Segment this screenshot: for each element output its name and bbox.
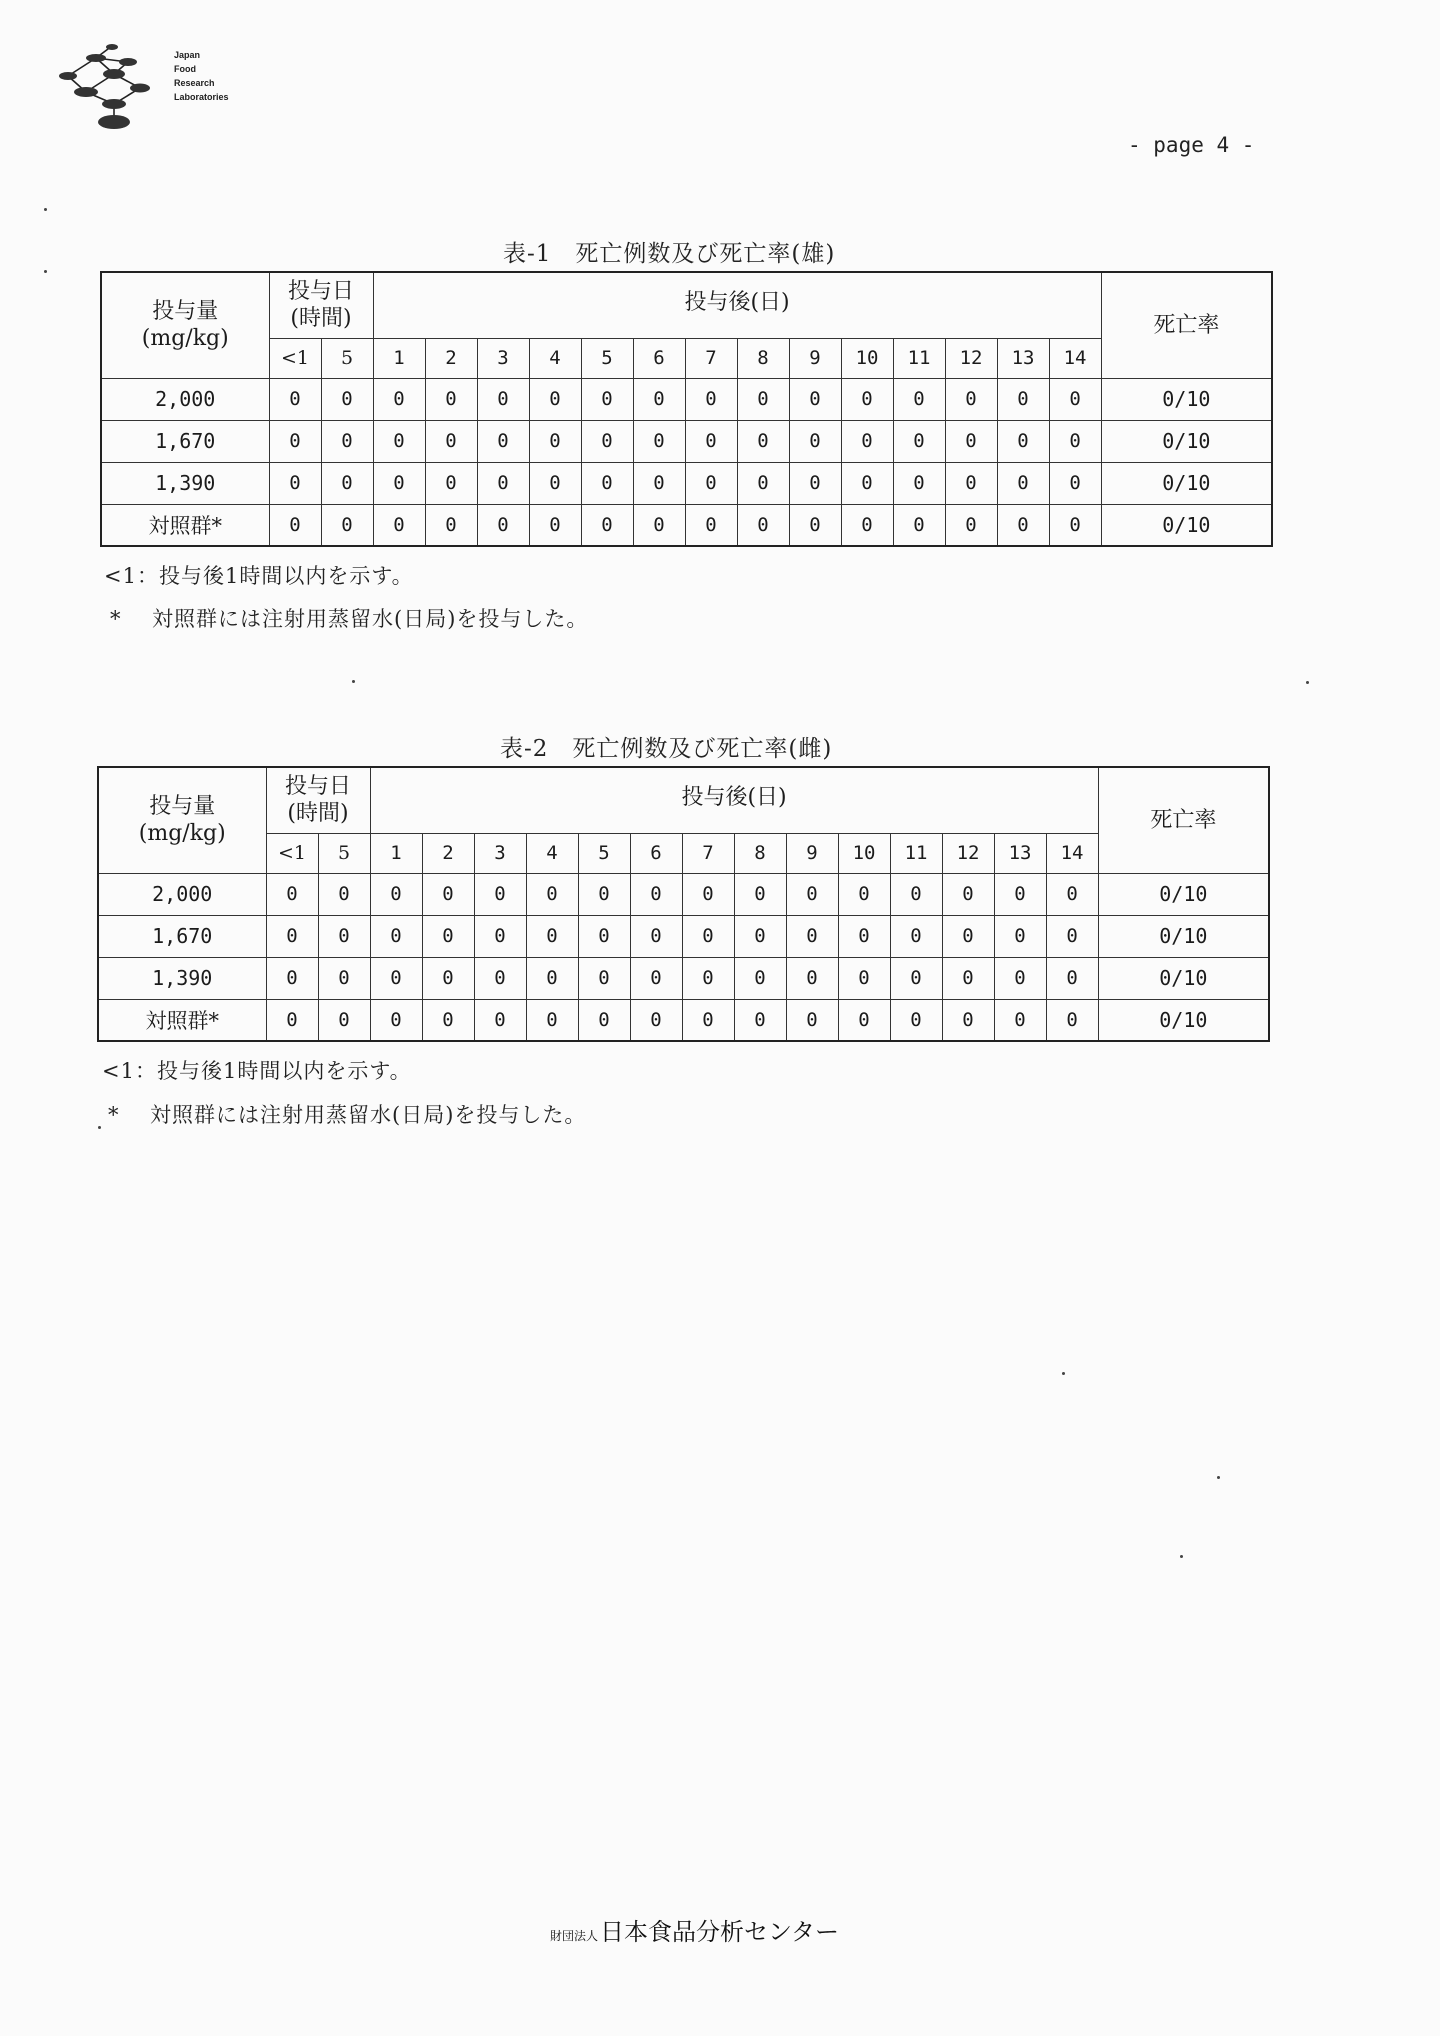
note-text: 対照群には注射用蒸留水(日局)を投与した。 <box>152 607 589 631</box>
death-count-cell: 0 <box>893 462 945 504</box>
death-count-cell: 0 <box>682 915 734 957</box>
mortality-rate-header: 死亡率 <box>1101 272 1272 378</box>
day-header: 11 <box>893 338 945 378</box>
death-count-cell: 0 <box>890 999 942 1041</box>
day-header: 10 <box>838 833 890 873</box>
scan-speck <box>1180 1555 1183 1558</box>
death-count-cell: 0 <box>581 462 633 504</box>
table-note: <1：投与後1時間以内を示す。 <box>104 564 414 588</box>
logo-line: Food <box>174 64 196 74</box>
day-header: 2 <box>422 833 474 873</box>
dose-cell: 対照群* <box>101 504 269 546</box>
death-count-cell: 0 <box>945 378 997 420</box>
day-header: 1 <box>370 833 422 873</box>
mortality-rate-cell: 0/10 <box>1101 378 1272 420</box>
death-count-cell: 0 <box>266 915 318 957</box>
table-caption: 表-2 死亡例数及び死亡率(雌) <box>500 736 833 762</box>
death-count-cell: 0 <box>526 999 578 1041</box>
death-count-cell: 0 <box>633 504 685 546</box>
death-count-cell: 0 <box>578 957 630 999</box>
death-count-cell: 0 <box>477 462 529 504</box>
header-row <box>98 767 1269 833</box>
death-count-cell: 0 <box>318 873 370 915</box>
death-count-cell: 0 <box>630 873 682 915</box>
table-row <box>98 915 1269 957</box>
mortality-rate-header: 死亡率 <box>1098 767 1269 873</box>
dose-cell: 対照群* <box>98 999 266 1041</box>
death-count-cell: 0 <box>1049 420 1101 462</box>
hour-header: <1 <box>269 338 321 378</box>
dose-cell: 2,000 <box>98 873 266 915</box>
death-count-cell: 0 <box>321 378 373 420</box>
death-count-cell: 0 <box>734 999 786 1041</box>
death-count-cell: 0 <box>786 915 838 957</box>
death-count-cell: 0 <box>942 957 994 999</box>
death-count-cell: 0 <box>838 957 890 999</box>
death-count-cell: 0 <box>685 462 737 504</box>
death-count-cell: 0 <box>474 957 526 999</box>
table-row <box>101 378 1272 420</box>
death-count-cell: 0 <box>1046 957 1098 999</box>
death-count-cell: 0 <box>838 873 890 915</box>
death-count-cell: 0 <box>789 378 841 420</box>
death-count-cell: 0 <box>838 915 890 957</box>
note-mark: * <box>110 607 122 631</box>
death-count-cell: 0 <box>425 378 477 420</box>
death-count-cell: 0 <box>685 378 737 420</box>
death-count-cell: 0 <box>373 462 425 504</box>
death-count-cell: 0 <box>477 504 529 546</box>
death-count-cell: 0 <box>841 462 893 504</box>
table-note <box>108 1099 586 1129</box>
death-count-cell: 0 <box>994 873 1046 915</box>
death-count-cell: 0 <box>422 873 474 915</box>
death-count-cell: 0 <box>893 504 945 546</box>
death-count-cell: 0 <box>682 957 734 999</box>
header-row <box>101 272 1272 338</box>
death-count-cell: 0 <box>474 915 526 957</box>
death-count-cell: 0 <box>838 999 890 1041</box>
dose-cell: 1,390 <box>101 462 269 504</box>
after-dosing-header: 投与後(日) <box>370 767 1098 833</box>
death-count-cell: 0 <box>529 378 581 420</box>
death-count-cell: 0 <box>477 420 529 462</box>
death-count-cell: 0 <box>529 420 581 462</box>
death-count-cell: 0 <box>578 873 630 915</box>
death-count-cell: 0 <box>841 378 893 420</box>
mortality-table-male <box>100 271 1273 547</box>
table-row <box>98 957 1269 999</box>
table-row <box>98 999 1269 1041</box>
mortality-rate-cell: 0/10 <box>1101 420 1272 462</box>
logo-text <box>174 48 229 104</box>
death-count-cell: 0 <box>841 504 893 546</box>
death-count-cell: 0 <box>266 957 318 999</box>
mortality-table-female <box>97 766 1270 1042</box>
death-count-cell: 0 <box>526 915 578 957</box>
day-header: 5 <box>578 833 630 873</box>
death-count-cell: 0 <box>945 420 997 462</box>
day-header: 13 <box>997 338 1049 378</box>
death-count-cell: 0 <box>422 957 474 999</box>
death-count-cell: 0 <box>734 873 786 915</box>
death-count-cell: 0 <box>682 873 734 915</box>
death-count-cell: 0 <box>734 957 786 999</box>
footer-org: 日本食品分析センター <box>600 1918 840 1946</box>
death-count-cell: 0 <box>734 915 786 957</box>
dose-cell: 1,390 <box>98 957 266 999</box>
death-count-cell: 0 <box>529 462 581 504</box>
death-count-cell: 0 <box>266 999 318 1041</box>
table-row <box>101 504 1272 546</box>
scan-speck <box>1062 1372 1065 1375</box>
mortality-rate-cell: 0/10 <box>1098 873 1269 915</box>
mortality-rate-cell: 0/10 <box>1101 504 1272 546</box>
death-count-cell: 0 <box>578 915 630 957</box>
death-count-cell: 0 <box>630 915 682 957</box>
death-count-cell: 0 <box>630 957 682 999</box>
death-count-cell: 0 <box>945 462 997 504</box>
note-mark: * <box>108 1103 120 1127</box>
table-row <box>101 420 1272 462</box>
scan-speck <box>1217 1476 1220 1479</box>
hour-header: 5 <box>318 833 370 873</box>
jfrl-logo <box>56 40 246 140</box>
day-header: 9 <box>789 338 841 378</box>
death-count-cell: 0 <box>890 957 942 999</box>
dose-cell: 1,670 <box>101 420 269 462</box>
day-header: 12 <box>945 338 997 378</box>
note-text: 対照群には注射用蒸留水(日局)を投与した。 <box>150 1103 587 1127</box>
after-dosing-header: 投与後(日) <box>373 272 1101 338</box>
mortality-rate-cell: 0/10 <box>1098 999 1269 1041</box>
day-header: 12 <box>942 833 994 873</box>
death-count-cell: 0 <box>321 462 373 504</box>
page-number: - page 4 - <box>1128 133 1255 157</box>
day-header: 7 <box>685 338 737 378</box>
death-count-cell: 0 <box>474 999 526 1041</box>
scan-speck <box>98 1126 101 1129</box>
day0-header: 投与日 (時間) <box>269 272 373 338</box>
organization-footer <box>550 1912 839 1947</box>
day-header: 7 <box>682 833 734 873</box>
death-count-cell: 0 <box>682 999 734 1041</box>
table-note: <1：投与後1時間以内を示す。 <box>102 1059 412 1083</box>
logo-line: Research <box>174 78 215 88</box>
death-count-cell: 0 <box>685 504 737 546</box>
death-count-cell: 0 <box>942 915 994 957</box>
death-count-cell: 0 <box>477 378 529 420</box>
death-count-cell: 0 <box>890 915 942 957</box>
day-header: 8 <box>737 338 789 378</box>
scan-speck <box>352 680 355 683</box>
death-count-cell: 0 <box>685 420 737 462</box>
day-header: 3 <box>477 338 529 378</box>
subheader-row <box>98 833 1269 873</box>
day-header: 14 <box>1049 338 1101 378</box>
death-count-cell: 0 <box>578 999 630 1041</box>
logo-line: Japan <box>174 50 201 60</box>
death-count-cell: 0 <box>789 420 841 462</box>
death-count-cell: 0 <box>370 999 422 1041</box>
scan-speck <box>44 208 47 211</box>
death-count-cell: 0 <box>266 873 318 915</box>
day-header: 11 <box>890 833 942 873</box>
death-count-cell: 0 <box>633 462 685 504</box>
death-count-cell: 0 <box>633 420 685 462</box>
death-count-cell: 0 <box>997 504 1049 546</box>
death-count-cell: 0 <box>893 420 945 462</box>
death-count-cell: 0 <box>373 420 425 462</box>
death-count-cell: 0 <box>321 504 373 546</box>
death-count-cell: 0 <box>633 378 685 420</box>
death-count-cell: 0 <box>370 957 422 999</box>
day-header: 10 <box>841 338 893 378</box>
day-header: 3 <box>474 833 526 873</box>
table-row <box>98 873 1269 915</box>
hour-header: 5 <box>321 338 373 378</box>
death-count-cell: 0 <box>529 504 581 546</box>
dose-cell: 2,000 <box>101 378 269 420</box>
death-count-cell: 0 <box>786 873 838 915</box>
mortality-rate-cell: 0/10 <box>1098 957 1269 999</box>
death-count-cell: 0 <box>630 999 682 1041</box>
death-count-cell: 0 <box>786 999 838 1041</box>
day-header: 8 <box>734 833 786 873</box>
death-count-cell: 0 <box>789 504 841 546</box>
logo-line: Laboratories <box>174 92 229 102</box>
death-count-cell: 0 <box>269 420 321 462</box>
death-count-cell: 0 <box>1049 462 1101 504</box>
day-header: 9 <box>786 833 838 873</box>
death-count-cell: 0 <box>422 915 474 957</box>
death-count-cell: 0 <box>581 504 633 546</box>
death-count-cell: 0 <box>425 462 477 504</box>
death-count-cell: 0 <box>789 462 841 504</box>
death-count-cell: 0 <box>997 462 1049 504</box>
death-count-cell: 0 <box>737 420 789 462</box>
death-count-cell: 0 <box>370 873 422 915</box>
death-count-cell: 0 <box>425 504 477 546</box>
day-header: 2 <box>425 338 477 378</box>
day0-header: 投与日 (時間) <box>266 767 370 833</box>
death-count-cell: 0 <box>893 378 945 420</box>
table-note <box>110 603 588 633</box>
death-count-cell: 0 <box>422 999 474 1041</box>
death-count-cell: 0 <box>321 420 373 462</box>
scan-speck <box>1306 681 1309 684</box>
day-header: 14 <box>1046 833 1098 873</box>
death-count-cell: 0 <box>1046 915 1098 957</box>
death-count-cell: 0 <box>425 420 477 462</box>
death-count-cell: 0 <box>942 999 994 1041</box>
scan-speck <box>44 270 47 273</box>
footer-prefix: 財団法人 <box>550 1929 599 1943</box>
mortality-rate-cell: 0/10 <box>1101 462 1272 504</box>
death-count-cell: 0 <box>318 999 370 1041</box>
death-count-cell: 0 <box>997 420 1049 462</box>
mortality-rate-cell: 0/10 <box>1098 915 1269 957</box>
death-count-cell: 0 <box>370 915 422 957</box>
day-header: 5 <box>581 338 633 378</box>
death-count-cell: 0 <box>945 504 997 546</box>
dose-cell: 1,670 <box>98 915 266 957</box>
death-count-cell: 0 <box>997 378 1049 420</box>
day-header: 1 <box>373 338 425 378</box>
death-count-cell: 0 <box>581 378 633 420</box>
death-count-cell: 0 <box>994 957 1046 999</box>
death-count-cell: 0 <box>737 504 789 546</box>
death-count-cell: 0 <box>994 999 1046 1041</box>
death-count-cell: 0 <box>373 504 425 546</box>
death-count-cell: 0 <box>890 873 942 915</box>
hour-header: <1 <box>266 833 318 873</box>
death-count-cell: 0 <box>526 873 578 915</box>
day-header: 4 <box>529 338 581 378</box>
death-count-cell: 0 <box>373 378 425 420</box>
death-count-cell: 0 <box>1046 999 1098 1041</box>
death-count-cell: 0 <box>474 873 526 915</box>
death-count-cell: 0 <box>1046 873 1098 915</box>
day-header: 13 <box>994 833 1046 873</box>
death-count-cell: 0 <box>526 957 578 999</box>
table-row <box>101 462 1272 504</box>
death-count-cell: 0 <box>1049 504 1101 546</box>
death-count-cell: 0 <box>841 420 893 462</box>
dose-header: 投与量 (mg/kg) <box>101 272 269 378</box>
death-count-cell: 0 <box>786 957 838 999</box>
death-count-cell: 0 <box>1049 378 1101 420</box>
network-logo-icon <box>56 40 174 140</box>
death-count-cell: 0 <box>318 957 370 999</box>
death-count-cell: 0 <box>269 378 321 420</box>
death-count-cell: 0 <box>581 420 633 462</box>
death-count-cell: 0 <box>269 462 321 504</box>
death-count-cell: 0 <box>318 915 370 957</box>
death-count-cell: 0 <box>737 378 789 420</box>
death-count-cell: 0 <box>994 915 1046 957</box>
subheader-row <box>101 338 1272 378</box>
day-header: 6 <box>630 833 682 873</box>
day-header: 4 <box>526 833 578 873</box>
death-count-cell: 0 <box>942 873 994 915</box>
table-caption: 表-1 死亡例数及び死亡率(雄) <box>503 241 836 267</box>
death-count-cell: 0 <box>737 462 789 504</box>
death-count-cell: 0 <box>269 504 321 546</box>
dose-header: 投与量 (mg/kg) <box>98 767 266 873</box>
day-header: 6 <box>633 338 685 378</box>
